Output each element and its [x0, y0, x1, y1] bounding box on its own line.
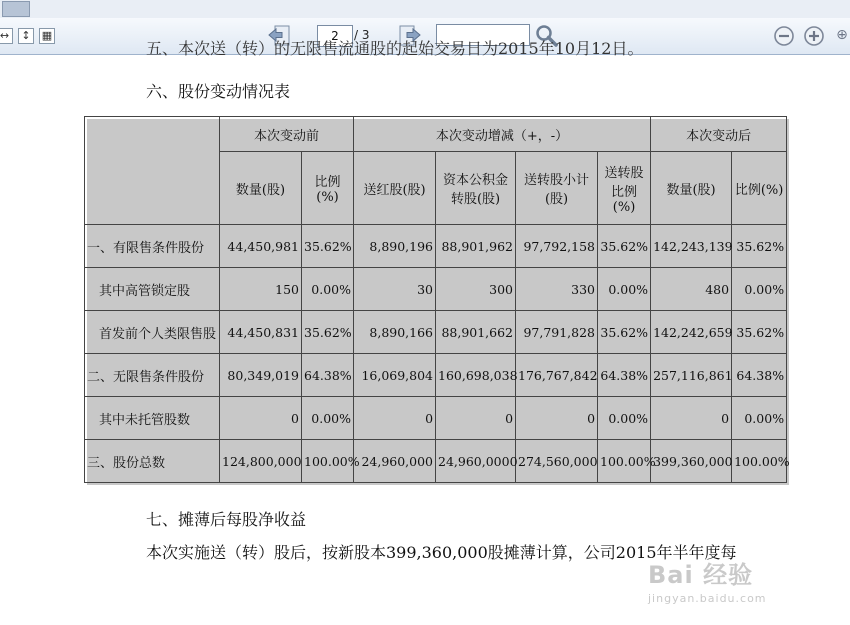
cell: 0 — [651, 397, 732, 440]
cell: 0.00% — [598, 397, 651, 440]
cell: 35.62% — [302, 311, 354, 354]
cell: 35.62% — [732, 311, 787, 354]
section-heading-seven: 七、摊薄后每股净收益 — [146, 510, 307, 529]
cell: 35.62% — [598, 311, 651, 354]
cell: 0 — [436, 397, 516, 440]
cell: 44,450,981 — [220, 225, 302, 268]
app-icon — [2, 1, 30, 17]
header-after: 本次变动后 — [651, 117, 787, 152]
table-row — [85, 354, 787, 397]
cell: 8,890,196 — [354, 225, 436, 268]
cell: 97,791,828 — [516, 311, 598, 354]
cell: 0.00% — [732, 268, 787, 311]
row-label: 二、无限售条件股份 — [85, 354, 220, 397]
subheader-ratio-before: 比例(%) — [302, 152, 354, 225]
previous-paragraph-cut: 五、本次送（转）的无限售流通股的起始交易日为2015年10月12日。 — [146, 39, 644, 58]
cell: 100.00% — [732, 440, 787, 483]
cell: 0 — [516, 397, 598, 440]
cell: 300 — [436, 268, 516, 311]
cell: 64.38% — [732, 354, 787, 397]
cell: 399,360,000 — [651, 440, 732, 483]
zoom-in-icon[interactable] — [803, 25, 825, 47]
cell: 142,242,659 — [651, 311, 732, 354]
cell: 0.00% — [598, 268, 651, 311]
table-row — [85, 225, 787, 268]
cell: 97,792,158 — [516, 225, 598, 268]
cell: 0.00% — [302, 268, 354, 311]
cell: 142,243,139 — [651, 225, 732, 268]
cell: 35.62% — [732, 225, 787, 268]
cell: 16,069,804 — [354, 354, 436, 397]
cell: 150 — [220, 268, 302, 311]
subheader-transfer-ratio: 送转股比例(%) — [598, 152, 651, 225]
header-before: 本次变动前 — [220, 117, 354, 152]
subheader-ratio-after: 比例(%) — [732, 152, 787, 225]
row-label: 其中未托管股数 — [85, 397, 220, 440]
corner-cell — [85, 117, 220, 225]
cell: 35.62% — [302, 225, 354, 268]
subheader-quantity-after: 数量(股) — [651, 152, 732, 225]
row-label: 首发前个人类限售股 — [85, 311, 220, 354]
cell: 24,960,0000 — [436, 440, 516, 483]
table-row — [85, 397, 787, 440]
page-total: / 3 — [354, 28, 370, 42]
section-heading-six: 六、股份变动情况表 — [146, 82, 291, 101]
cell: 330 — [516, 268, 598, 311]
cell: 88,901,962 — [436, 225, 516, 268]
table-row — [85, 440, 787, 483]
body-paragraph: 本次实施送（转）股后，按新股本399,360,000股摊薄计算，公司2015年半年度每 — [146, 543, 737, 562]
cell: 257,116,861 — [651, 354, 732, 397]
cell: 124,800,000 — [220, 440, 302, 483]
subheader-subtotal: 送转股小计(股) — [516, 152, 598, 225]
table-row — [85, 311, 787, 354]
subheader-capital-reserve: 资本公积金转股(股) — [436, 152, 516, 225]
cell: 44,450,831 — [220, 311, 302, 354]
cell: 274,560,000 — [516, 440, 598, 483]
cell: 0.00% — [732, 397, 787, 440]
row-label: 一、有限售条件股份 — [85, 225, 220, 268]
grid-view-icon[interactable]: ▦ — [39, 28, 55, 44]
cell: 24,960,000 — [354, 440, 436, 483]
cell: 64.38% — [302, 354, 354, 397]
subheader-quantity-before: 数量(股) — [220, 152, 302, 225]
cell: 100.00% — [598, 440, 651, 483]
cell: 30 — [354, 268, 436, 311]
more-tools-icon[interactable]: ⊕ — [836, 27, 848, 43]
cell: 160,698,038 — [436, 354, 516, 397]
cell: 8,890,166 — [354, 311, 436, 354]
fit-height-icon[interactable]: ↕ — [18, 28, 34, 44]
cell: 64.38% — [598, 354, 651, 397]
cell: 480 — [651, 268, 732, 311]
cell: 0.00% — [302, 397, 354, 440]
cell: 35.62% — [598, 225, 651, 268]
window-top-strip — [0, 0, 850, 18]
table-row — [85, 268, 787, 311]
subheader-bonus-shares: 送红股(股) — [354, 152, 436, 225]
row-label: 其中高管锁定股 — [85, 268, 220, 311]
fit-width-icon[interactable]: ↔ — [0, 28, 13, 44]
cell: 88,901,662 — [436, 311, 516, 354]
header-change: 本次变动增减（+，-） — [354, 117, 651, 152]
baidu-jingyan-watermark — [648, 555, 767, 605]
page-number-input[interactable]: 2 — [317, 25, 353, 47]
cell: 0 — [354, 397, 436, 440]
cell: 176,767,842 — [516, 354, 598, 397]
share-change-table — [84, 116, 790, 483]
cell: 80,349,019 — [220, 354, 302, 397]
zoom-out-icon[interactable] — [773, 25, 795, 47]
watermark-logo-text: Bai 经验 — [648, 561, 754, 589]
watermark-url: jingyan.baidu.com — [648, 592, 767, 605]
cell: 0 — [220, 397, 302, 440]
cell: 100.00% — [302, 440, 354, 483]
row-label: 三、股份总数 — [85, 440, 220, 483]
